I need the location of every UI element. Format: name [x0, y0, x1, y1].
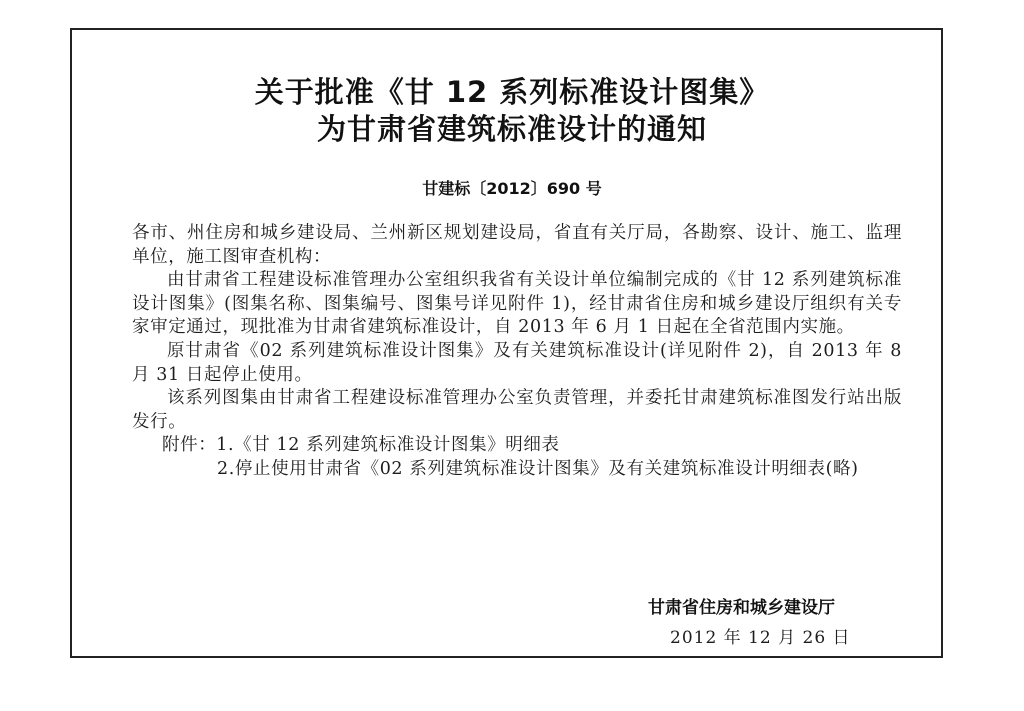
document-title-line2: 为甘肃省建筑标准设计的通知	[316, 112, 707, 146]
issue-date: 2012 年 12 月 26 日	[670, 628, 851, 648]
paragraph-discontinue: 原甘肃省《02 系列建筑标准设计图集》及有关建筑标准设计(详见附件 2)，自 2013 年 8 月 31 日起停止使用。	[132, 340, 902, 385]
paragraph-management: 该系列图集由甘肃省工程建设标准管理办公室负责管理，并委托甘肃建筑标准图发行站出版发行。	[132, 388, 902, 432]
paragraph-approval: 由甘肃省工程建设标准管理办公室组织我省有关设计单位编制完成的《甘 12 系列建筑标准设计图集》(图集名称、图集编号、图集号详见附件 1)，经甘肃省住房和城乡建设厅组织有关专家审定通过，现批准为甘肃省建筑标准设计，自 2013 年 6 月 1 日起在全省范围内实施。	[132, 270, 902, 338]
recipients-line: 各市、州住房和城乡建设局、兰州新区规划建设局，省直有关厅局，各勘察、设计、施工、监理单位，施工图审查机构：	[132, 223, 902, 267]
attachment-item-2: 2.停止使用甘肃省《02 系列建筑标准设计图集》及有关建筑标准设计明细表(略)	[217, 458, 859, 479]
issuer-signature: 甘肃省住房和城乡建设厅	[648, 598, 835, 618]
document-body	[132, 222, 902, 482]
attachment-item-1: 附件：1.《甘 12 系列建筑标准设计图集》明细表	[162, 435, 560, 456]
document-number: 甘建标〔2012〕690 号	[422, 179, 602, 198]
document-title-line1: 关于批准《甘 12 系列标准设计图集》	[254, 75, 770, 109]
